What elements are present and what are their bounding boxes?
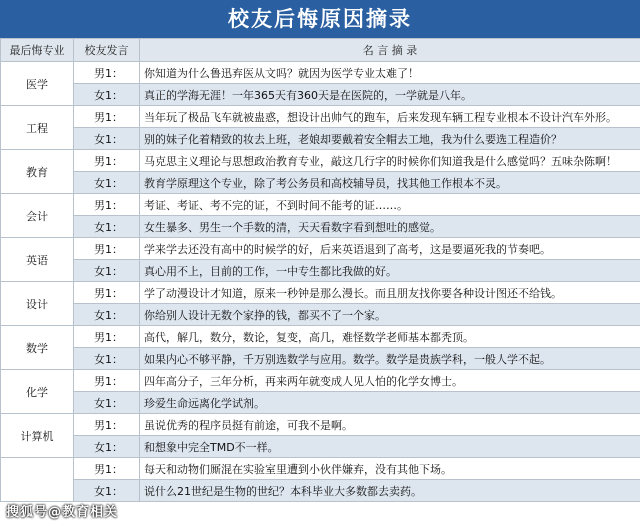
quote-cell: 教育学原理这个专业，除了考公务员和高校辅导员，找其他工作根本不灵。 <box>140 172 640 194</box>
page-title: 校友后悔原因摘录 <box>0 0 640 38</box>
quote-cell: 考证、考证、考不完的证，不到时间不能考的证……。 <box>140 194 640 216</box>
quote-cell: 四年高分子，三年分析，再来两年就变成人见人怕的化学女博士。 <box>140 370 640 392</box>
speaker-cell: 男1： <box>74 326 140 348</box>
major-cell: 医学 <box>1 62 74 106</box>
quote-cell: 你知道为什么鲁迅弃医从文吗？就因为医学专业太难了！ <box>140 62 640 84</box>
header-quote: 名 言 摘 录 <box>140 39 640 62</box>
table-row <box>1 106 640 128</box>
table-body <box>1 62 640 502</box>
table-row <box>1 62 640 84</box>
quote-cell: 女生暴多、男生一个手数的清，天天看数字看到想吐的感觉。 <box>140 216 640 238</box>
speaker-cell: 男1： <box>74 370 140 392</box>
table-row <box>1 304 640 326</box>
quote-cell: 当年玩了极品飞车就被蛊惑，想设计出帅气的跑车，后来发现车辆工程专业根本不设计汽车外形。 <box>140 106 640 128</box>
table-row <box>1 238 640 260</box>
quote-cell: 如果内心不够平静，千万别选数学与应用。数学。数学是贵族学科，一般人学不起。 <box>140 348 640 370</box>
speaker-cell: 男1： <box>74 62 140 84</box>
quote-cell: 马克思主义理论与思想政治教育专业，敲这几行字的时候你们知道我是什么感觉吗？五味杂陈啊！ <box>140 150 640 172</box>
quote-cell: 你给别人设计无数个家挣的钱，都买不了一个家。 <box>140 304 640 326</box>
table-row <box>1 84 640 106</box>
speaker-cell: 女1： <box>74 304 140 326</box>
major-cell: 数学 <box>1 326 74 370</box>
table-row <box>1 260 640 282</box>
quote-cell: 和想象中完全TMD不一样。 <box>140 436 640 458</box>
major-cell: 教育 <box>1 150 74 194</box>
table-row <box>1 150 640 172</box>
table-row <box>1 128 640 150</box>
speaker-cell: 男1： <box>74 106 140 128</box>
header-row <box>1 39 640 62</box>
quote-cell: 每天和动物们厮混在实验室里遭到小伙伴嫌弃，没有其他下场。 <box>140 458 640 480</box>
quote-cell: 珍爱生命远离化学试剂。 <box>140 392 640 414</box>
speaker-cell: 男1： <box>74 150 140 172</box>
speaker-cell: 女1： <box>74 348 140 370</box>
speaker-cell: 女1： <box>74 480 140 502</box>
quote-cell: 真正的学海无涯！一年365天有360天是在医院的，一学就是八年。 <box>140 84 640 106</box>
table-row <box>1 172 640 194</box>
major-cell: 设计 <box>1 282 74 326</box>
header-major: 最后悔专业 <box>1 39 74 62</box>
quote-cell: 虽说优秀的程序员挺有前途，可我不是啊。 <box>140 414 640 436</box>
speaker-cell: 男1： <box>74 194 140 216</box>
quote-cell: 说什么21世纪是生物的世纪？本科毕业大多数都去卖药。 <box>140 480 640 502</box>
speaker-cell: 男1： <box>74 282 140 304</box>
major-cell: 计算机 <box>1 414 74 458</box>
table-row <box>1 414 640 436</box>
speaker-cell: 男1： <box>74 458 140 480</box>
speaker-cell: 女1： <box>74 128 140 150</box>
quote-cell: 学来学去还没有高中的时候学的好，后来英语退到了高考，这是要逼死我的节奏吧。 <box>140 238 640 260</box>
header-speaker: 校友发言 <box>74 39 140 62</box>
table-row <box>1 480 640 502</box>
table-row <box>1 326 640 348</box>
watermark: 搜狐号@教育相关 <box>6 505 119 520</box>
major-cell: 工程 <box>1 106 74 150</box>
speaker-cell: 女1： <box>74 172 140 194</box>
quote-cell: 学了动漫设计才知道，原来一秒钟是那么漫长。而且朋友找你要各种设计图还不给钱。 <box>140 282 640 304</box>
speaker-cell: 男1： <box>74 238 140 260</box>
quote-cell: 别的妹子化着精致的妆去上班，老娘却要戴着安全帽去工地，我为什么要选工程造价？ <box>140 128 640 150</box>
speaker-cell: 女1： <box>74 84 140 106</box>
table-row <box>1 282 640 304</box>
table-row <box>1 436 640 458</box>
quotes-table <box>0 38 640 502</box>
quote-cell: 真心用不上，目前的工作，一中专生都比我做的好。 <box>140 260 640 282</box>
speaker-cell: 男1： <box>74 414 140 436</box>
table-row <box>1 392 640 414</box>
speaker-cell: 女1： <box>74 216 140 238</box>
table-row <box>1 194 640 216</box>
major-cell: 英语 <box>1 238 74 282</box>
major-cell <box>1 458 74 502</box>
table-row <box>1 458 640 480</box>
table-row <box>1 348 640 370</box>
table-row <box>1 216 640 238</box>
major-cell: 会计 <box>1 194 74 238</box>
speaker-cell: 女1： <box>74 436 140 458</box>
major-cell: 化学 <box>1 370 74 414</box>
speaker-cell: 女1： <box>74 260 140 282</box>
quote-cell: 高代，解几，数分，数论，复变，高几，难怪数学老师基本都秃顶。 <box>140 326 640 348</box>
speaker-cell: 女1： <box>74 392 140 414</box>
table-row <box>1 370 640 392</box>
